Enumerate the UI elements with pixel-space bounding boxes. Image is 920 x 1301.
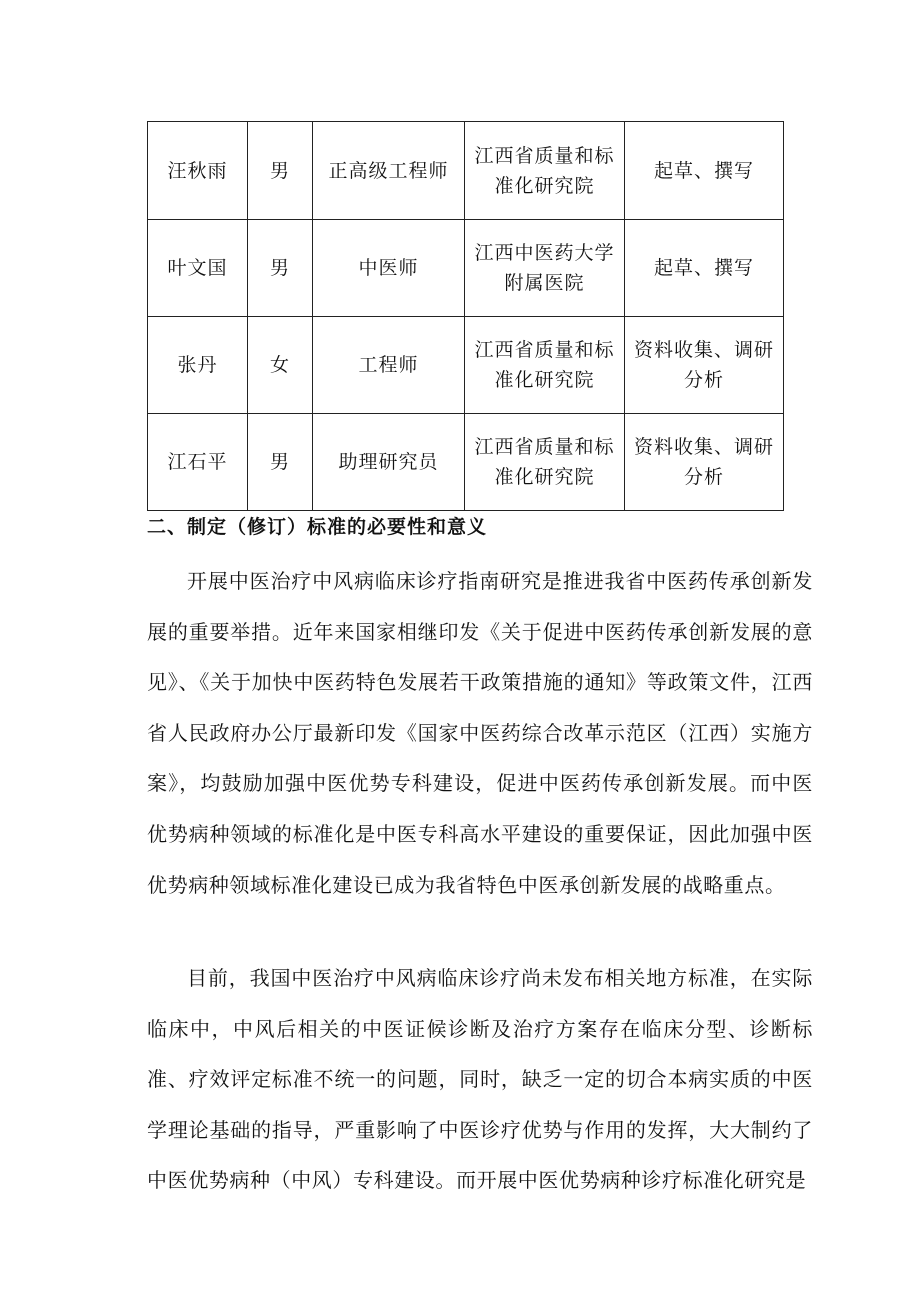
cell-unit: 江西省质量和标准化研究院 — [465, 317, 625, 414]
cell-title: 工程师 — [313, 317, 465, 414]
cell-title: 中医师 — [313, 220, 465, 317]
body-paragraph: 开展中医治疗中风病临床诊疗指南研究是推进我省中医药传承创新发展的重要举措。近年来国家相继印发《关于促进中医药传承创新发展的意见》、《关于加快中医药特色发展若干政策措施的通知》等政策文件，江西省人民政府办公厅最新印发《国家中医药综合改革示范区（江西）实施方案》，均鼓励加强中医优势专科建设，促进中医药传承创新发展。而中医优势病种领域的标准化是中医专科高水平建设的重要保证，因此加强中医优势病种领域标准化建设已成为我省特色中医承创新发展的战略重点。 — [147, 569, 813, 897]
cell-role: 起草、撰写 — [625, 220, 784, 317]
cell-unit: 江西中医药大学附属医院 — [465, 220, 625, 317]
cell-role: 资料收集、调研分析 — [625, 317, 784, 414]
table-row — [148, 317, 784, 414]
cell-gender: 男 — [248, 220, 313, 317]
cell-gender: 男 — [248, 414, 313, 511]
cell-name: 张丹 — [148, 317, 248, 414]
cell-name: 江石平 — [148, 414, 248, 511]
body-paragraph: 目前，我国中医治疗中风病临床诊疗尚未发布相关地方标准，在实际临床中，中风后相关的中医证候诊断及治疗方案存在临床分型、诊断标准、疗效评定标准不统一的问题，同时，缺乏一定的切合本病实质的中医学理论基础的指导，严重影响了中医诊疗优势与作用的发挥，大大制约了中医优势病种（中风）专科建设。而开展中医优势病种诊疗标准化研究是 — [147, 966, 813, 1193]
cell-role: 资料收集、调研分析 — [625, 414, 784, 511]
staff-table — [147, 121, 784, 511]
cell-unit: 江西省质量和标准化研究院 — [465, 414, 625, 511]
cell-unit: 江西省质量和标准化研究院 — [465, 122, 625, 220]
section-heading: 二、制定（修订）标准的必要性和意义 — [147, 516, 488, 538]
table-row — [148, 414, 784, 511]
table-row — [148, 220, 784, 317]
cell-name: 汪秋雨 — [148, 122, 248, 220]
cell-role: 起草、撰写 — [625, 122, 784, 220]
cell-gender: 女 — [248, 317, 313, 414]
cell-title: 助理研究员 — [313, 414, 465, 511]
cell-title: 正高级工程师 — [313, 122, 465, 220]
cell-gender: 男 — [248, 122, 313, 220]
cell-name: 叶文国 — [148, 220, 248, 317]
table-row — [148, 122, 784, 220]
